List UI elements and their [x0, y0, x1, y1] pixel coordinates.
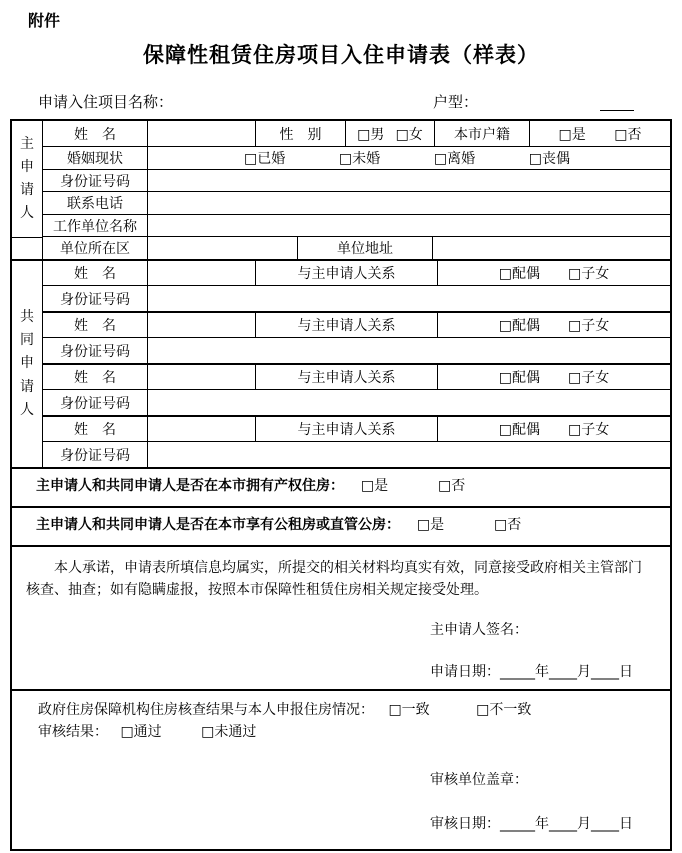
declaration-block — [12, 545, 670, 689]
checkbox-registry-yes[interactable]: □是 — [558, 126, 586, 143]
co-applicants-section — [12, 259, 670, 467]
id-number-label: 身份证号码 — [43, 390, 148, 415]
name-gender-registry-row — [43, 121, 670, 147]
checkbox-spouse[interactable]: □配偶 — [498, 422, 540, 438]
name-label: 姓 名 — [43, 121, 148, 146]
checkbox-ownership-yes[interactable]: □是 — [360, 478, 389, 494]
verification-result-line — [38, 699, 660, 721]
name-label: 姓 名 — [43, 313, 148, 337]
co-applicant-name-row — [43, 417, 670, 442]
checkbox-female[interactable]: □女 — [395, 126, 423, 143]
co-applicant-name-row — [43, 365, 670, 390]
review-seal-label: 审核单位盖章： — [430, 772, 528, 788]
co-applicant-id-cells — [148, 286, 670, 311]
unit-type-label: 户型： — [433, 93, 479, 111]
main-applicant-section — [12, 121, 670, 259]
checkbox-inconsistent[interactable]: □不一致 — [476, 702, 532, 718]
id-number-label: 身份证号码 — [43, 442, 148, 467]
unit-type-blank[interactable] — [600, 93, 634, 111]
main-id-number-row — [43, 170, 670, 192]
public-housing-question-text: 主申请人和共同申请人是否在本市享有公租房或直管公房： — [36, 517, 400, 533]
ownership-question-row — [12, 467, 670, 506]
checkbox-ownership-no[interactable]: □否 — [437, 478, 466, 494]
employer-name-label: 工作单位名称 — [43, 215, 148, 236]
phone-input-cell[interactable] — [148, 192, 670, 214]
employer-district-label: 单位所在区 — [43, 237, 148, 259]
relation-options-cell — [438, 365, 670, 389]
co-applicant-id-cells — [148, 390, 670, 415]
application-table — [10, 119, 672, 851]
form-header-line — [10, 91, 672, 117]
id-number-label: 身份证号码 — [43, 338, 148, 363]
relation-label: 与主申请人关系 — [256, 365, 438, 389]
checkbox-male[interactable]: □男 — [357, 126, 385, 143]
co-applicants-rows — [43, 261, 670, 467]
review-date-line — [430, 813, 660, 833]
ownership-question-text: 主申请人和共同申请人是否在本市拥有产权住房： — [36, 478, 344, 494]
checkbox-approved[interactable]: □通过 — [120, 724, 162, 740]
application-date-label[interactable]: 申请日期：_____年____月____日 — [430, 664, 633, 680]
main-id-number-cells — [148, 170, 670, 191]
checkbox-child[interactable]: □子女 — [568, 318, 610, 334]
name-label: 姓 名 — [43, 365, 148, 389]
checkbox-widowed[interactable]: □丧偶 — [528, 151, 570, 167]
co-applicant-id-row — [43, 390, 670, 415]
application-date-line — [430, 661, 654, 681]
review-result-label: 审核结果： — [38, 724, 108, 740]
name-label: 姓 名 — [43, 417, 148, 441]
registry-options-cell — [530, 121, 670, 146]
checkbox-spouse[interactable]: □配偶 — [498, 370, 540, 386]
co-applicant-id-cells — [148, 338, 670, 363]
relation-options-cell — [438, 261, 670, 285]
employer-row — [43, 215, 670, 237]
employer-district-row — [43, 237, 670, 259]
page-title: 保障性租赁住房项目入住申请表（样表） — [143, 43, 539, 67]
main-name-input-cell[interactable] — [148, 121, 256, 146]
public-housing-question-row — [12, 506, 670, 545]
main-applicant-vertical-column — [12, 121, 43, 259]
verification-result-text: 政府住房保障机构住房核查结果与本人申报住房情况： — [38, 702, 374, 718]
co-applicant-id-row — [43, 442, 670, 467]
checkbox-unmarried[interactable]: □未婚 — [338, 151, 381, 167]
marital-status-label: 婚姻现状 — [43, 147, 148, 169]
declaration-text: 本人承诺，申请表所填信息均属实，所提交的相关材料均真实有效，同意接受政府相关主管部门核查、抽查；如有隐瞒虚报，按照本市保障性租赁住房相关规定接受处理。 — [26, 560, 642, 598]
main-applicant-section-label: 主申请人 — [12, 121, 42, 238]
checkbox-public-housing-no[interactable]: □否 — [493, 517, 522, 533]
checkbox-public-housing-yes[interactable]: □是 — [416, 517, 445, 533]
gender-options-cell — [346, 121, 435, 146]
checkbox-child[interactable]: □子女 — [568, 266, 610, 282]
address-input-cell[interactable] — [433, 237, 670, 259]
checkbox-child[interactable]: □子女 — [568, 370, 610, 386]
marital-status-row — [43, 147, 670, 170]
co-applicant-name-row — [43, 313, 670, 338]
district-input-cell[interactable] — [148, 237, 298, 259]
checkbox-child[interactable]: □子女 — [568, 422, 610, 438]
review-seal-line — [430, 769, 660, 789]
co-applicant-name-input-cell[interactable] — [148, 365, 256, 389]
co-applicant-block — [43, 261, 670, 313]
checkbox-consistent[interactable]: □一致 — [388, 702, 430, 718]
employer-input-cell[interactable] — [148, 215, 670, 236]
applicant-signature-label: 主申请人签名： — [430, 622, 528, 638]
co-applicants-section-label: 共同申请人 — [20, 309, 34, 418]
gender-label: 性 别 — [256, 121, 346, 146]
co-applicant-name-row — [43, 261, 670, 286]
co-applicant-name-input-cell[interactable] — [148, 261, 256, 285]
employer-address-label: 单位地址 — [298, 237, 433, 259]
name-label: 姓 名 — [43, 261, 148, 285]
checkbox-spouse[interactable]: □配偶 — [498, 318, 540, 334]
id-number-label: 身份证号码 — [43, 286, 148, 311]
city-registry-label: 本市户籍 — [435, 121, 530, 146]
co-applicant-id-row — [43, 286, 670, 311]
co-applicants-vertical-column — [12, 261, 43, 467]
co-applicant-name-input-cell[interactable] — [148, 313, 256, 337]
applicant-signature-line — [430, 619, 654, 639]
relation-options-cell — [438, 417, 670, 441]
relation-options-cell — [438, 313, 670, 337]
checkbox-registry-no[interactable]: □否 — [614, 126, 642, 143]
checkbox-not-approved[interactable]: □未通过 — [201, 724, 257, 740]
checkbox-divorced[interactable]: □离婚 — [433, 151, 476, 167]
district-row-left-cell — [12, 238, 42, 259]
review-date-label[interactable]: 审核日期：_____年____月____日 — [430, 816, 633, 832]
co-applicant-block — [43, 313, 670, 365]
relation-label: 与主申请人关系 — [256, 313, 438, 337]
checkbox-spouse[interactable]: □配偶 — [498, 266, 540, 282]
co-applicant-id-cells — [148, 442, 670, 467]
co-applicant-block — [43, 417, 670, 467]
co-applicant-block — [43, 365, 670, 417]
phone-label: 联系电话 — [43, 192, 148, 214]
co-applicant-name-input-cell[interactable] — [148, 417, 256, 441]
project-name-blank[interactable] — [228, 91, 378, 111]
marital-options-cell — [148, 147, 670, 169]
relation-label: 与主申请人关系 — [256, 261, 438, 285]
relation-label: 与主申请人关系 — [256, 417, 438, 441]
attachment-label: 附件 — [28, 11, 61, 30]
phone-row — [43, 192, 670, 215]
id-number-label: 身份证号码 — [43, 170, 148, 191]
main-applicant-rows — [43, 121, 670, 259]
co-applicant-id-row — [43, 338, 670, 363]
application-form-page — [0, 8, 682, 851]
review-result-line — [38, 721, 660, 743]
review-block — [12, 689, 670, 849]
checkbox-married[interactable]: □已婚 — [244, 151, 286, 167]
project-name-label: 申请入住项目名称： — [38, 93, 174, 111]
